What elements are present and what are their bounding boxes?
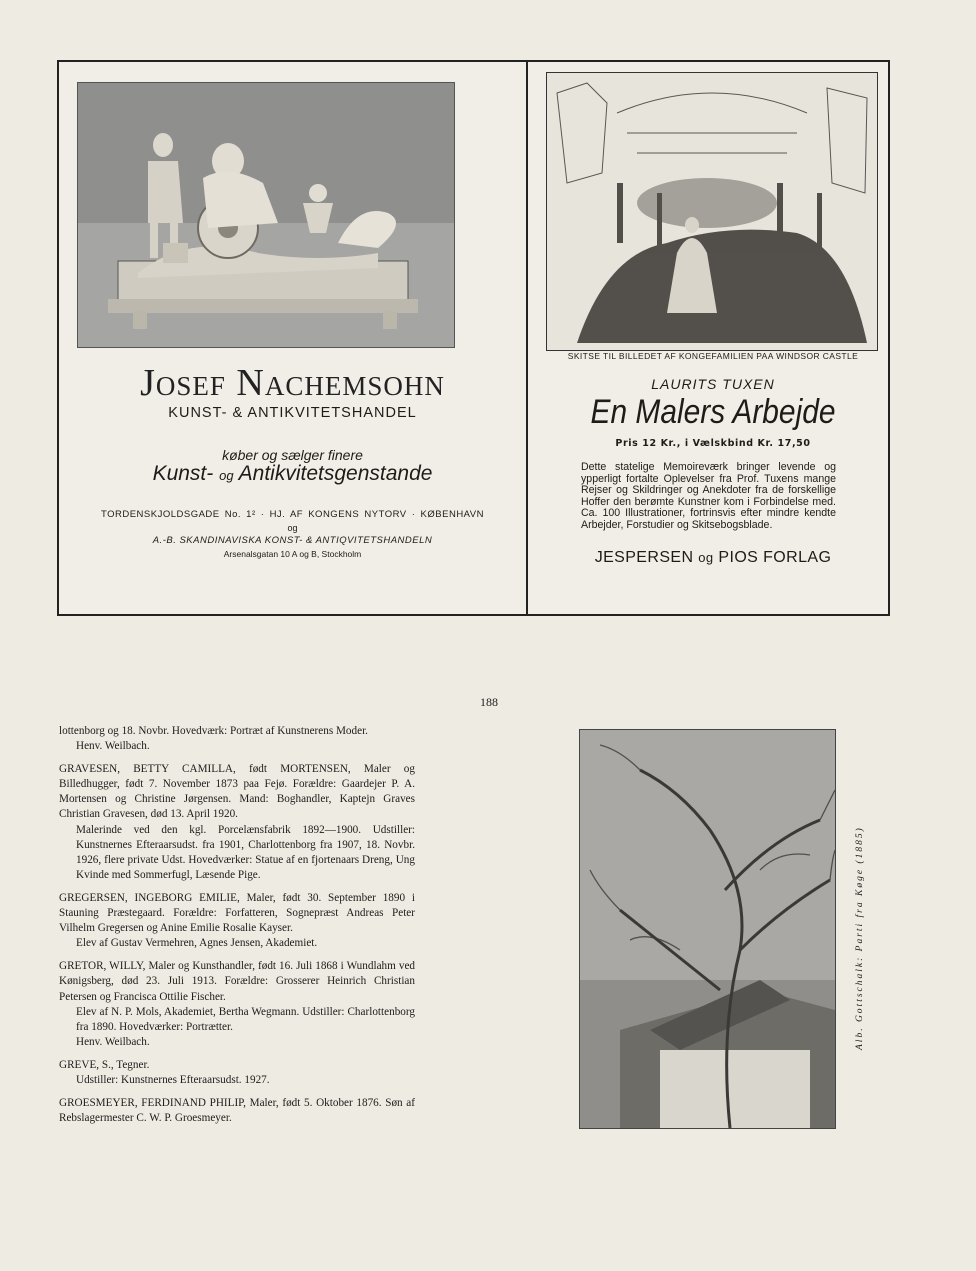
nachemsohn-subtitle: KUNST- & ANTIKVITETSHANDEL [168,405,417,421]
clock-sculpture-photo [77,82,455,348]
koge-painting [579,729,836,1129]
entry-greve [59,1058,415,1088]
nachemsohn-title: Josef Nachemsohn [140,362,445,404]
clock-sculpture-illustration [78,83,454,347]
entry-extra: Malerinde ved den kgl. Porcelænsfabrik 1892—1900. Udstiller: Kunstnernes Efteraarsudst. fra 1901, Charlottenborg fra 1907, 18. Novbr. 1926, flere private Udst. Hovedværker: Statue af en fjortenaars Dreng, Ung Kvinde med Sommerfugl, Læsende Pige. [76,823,415,881]
nachemsohn-headline [59,462,526,486]
book-author: LAURITS TUXEN [651,376,775,392]
entry-text: GREVE, S., Tegner. [59,1058,150,1071]
entry-gregersen [59,891,415,951]
entry-extra: Elev af N. P. Mols, Akademiet, Bertha Wegmann. Udstiller: Charlottenborg fra 1890. Hovedværker: Portrætter. [76,1005,415,1033]
entry-extra: Elev af Gustav Vermehren, Agnes Jensen, Akademiet. [76,937,318,950]
entry-text: GROESMEYER, FERDINAND PHILIP, Maler, født 5. Oktober 1876. Søn af Rebslagermester C. W. P. Groesmeyer. [59,1097,415,1125]
nachemsohn-og: og [287,523,298,533]
painting-caption: Alb. Gottschalk: Parti fra Køge (1885) [855,826,865,1050]
entry-extra: Henv. Weilbach. [76,1035,150,1048]
nachemsohn-address: TORDENSKJOLDSGADE No. 1² · HJ. AF KONGENS NYTORV · KØBENHAVN [100,509,485,520]
entry-extra: Henv. Weilbach. [76,740,150,753]
entry-text: GREGERSEN, INGEBORG EMILIE, Maler, født 30. September 1890 i Stauning Præstegaard. Forældre: Forfatteren, Sognepræst Andreas Peter Vilhelm Gregersen og Anine Emilie Rosalie Kayser. [59,891,415,935]
entry-groesmeyer [59,1096,415,1126]
sketch-caption: SKITSE TIL BILLEDET AF KONGEFAMILIEN PAA WINDSOR CASTLE [567,351,859,361]
nachemsohn-tagline: køber og sælger finere [222,447,363,463]
page-number: 188 [480,695,498,709]
advertisement-panel [57,60,890,616]
nachemsohn-stockholm-address: Arsenalsgatan 10 A og B, Stockholm [223,549,362,559]
publisher-part-1: JESPERSEN [594,549,694,566]
nachemsohn-swedish-branch: A.-B. SKANDINAVISKA KONST- & ANTIQVITETSHANDELN [152,535,433,546]
windsor-sketch-image [546,72,878,351]
publisher-name [528,549,898,567]
headline-kunst: Kunst- [152,462,214,485]
book-title: En Malers Arbejde [590,393,836,431]
entry-text: GRAVESEN, BETTY CAMILLA, født MORTENSEN, Maler og Billedhugger, født 7. November 1873 paa Fejø. Forældre: Gaardejer P. A. Mortensen og Christine Jørgensen. Mand: Boghandler, Kaptejn Graves Christian Gravesen, død 13. April 1920. [59,763,415,821]
entry-text: lottenborg og 18. Novbr. Hovedværk: Portræt af Kunstnerens Moder. [59,725,368,737]
publisher-og: og [698,550,714,565]
headline-og: og [219,468,234,483]
entry-extra: Udstiller: Kunstnernes Efteraarsudst. 1927. [76,1073,270,1086]
tuxen-book-ad [528,62,888,614]
entry-0 [59,724,415,754]
biography-column [59,724,415,1134]
book-price: Pris 12 Kr., i Vælskbind Kr. 17,50 [615,438,811,449]
windsor-sketch-illustration [547,73,877,350]
entry-text: GRETOR, WILLY, Maler og Kunsthandler, født 16. Juli 1868 i Wundlahm ved Kønigsberg, død 23. Juli 1913. Forældre: Grosserer Heinrich Christian Petersen og Francisca Ottilie Fischer. [59,960,415,1003]
entry-gravesen [59,762,415,883]
koge-painting-illustration [580,730,835,1128]
nachemsohn-ad [59,62,526,614]
entry-gretor [59,959,415,1050]
publisher-part-2: PIOS FORLAG [718,549,832,566]
book-description: Dette statelige Memoireværk bringer levende og ypperligt fortalte Oplevelser fra Prof. Tuxens mange Rejser og Skildringer og Anekdoter fra de forskellige Hoffer den berømte Kunstner kom i Forbindelse med. Ca. 100 Illustrationer, fortrinsvis efter mindre kendte Arbejder, Forstudier og Skitsebogsblade. [581,461,836,531]
headline-antikviteter: Antikvitetsgenstande [238,462,433,485]
